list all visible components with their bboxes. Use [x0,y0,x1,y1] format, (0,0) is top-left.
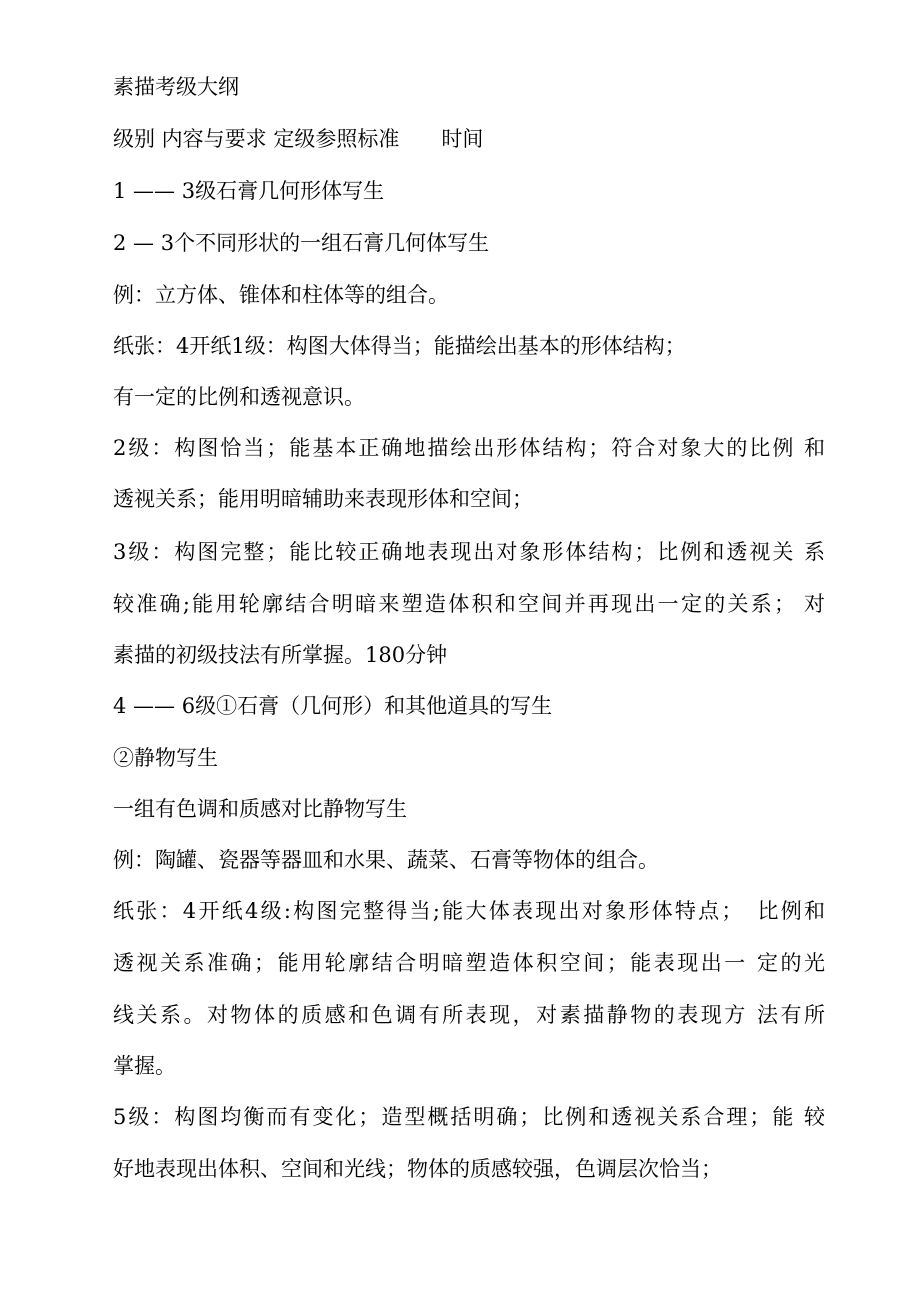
text-line: 2级：构图恰当；能基本正确地描绘出形体结构；符合对象大的比例 和 [113,436,825,460]
text-line: 较准确;能用轮廓结合明暗来塑造体积和空间并再现出一定的关系； 对 [113,592,825,616]
text-line: 素描的初级技法有所掌握。180分钟 [113,643,448,667]
text-line: 线关系。对物体的质感和色调有所表现，对素描静物的表现方 法有所 [113,1003,825,1027]
text-line: 例：立方体、锥体和柱体等的组合。 [113,283,449,307]
text-line: 有一定的比例和透视意识。 [113,385,365,409]
text-line: 透视关系；能用明暗辅助来表现形体和空间； [113,487,533,511]
text-line: 一组有色调和质感对比静物写生 [113,797,407,821]
text-line: 透视关系准确；能用轮廓结合明暗塑造体积空间；能表现出一 定的光 [113,951,825,975]
document-title: 素描考级大纲 [113,75,239,99]
text-line: 级别 内容与要求 定级参照标准 时间 [113,127,484,151]
text-line: 好地表现出体积、空间和光线；物体的质感较强，色调层次恰当； [113,1157,722,1181]
text-line: 1 —— 3级石膏几何形体写生 [113,179,385,203]
text-line: 3级：构图完整；能比较正确地表现出对象形体结构；比例和透视关 系 [113,540,825,564]
text-line: 5级：构图均衡而有变化；造型概括明确；比例和透视关系合理；能 较 [113,1105,825,1129]
text-line: 纸张：4开纸1级：构图大体得当；能描绘出基本的形体结构； [113,334,686,358]
text-line: 4 —— 6级①石膏（几何形）和其他道具的写生 [113,694,553,718]
text-line: 例：陶罐、瓷器等器皿和水果、蔬菜、石膏等物体的组合。 [113,848,659,872]
text-line: 纸张：4开纸4级:构图完整得当;能大体表现出对象形体特点； 比例和 [113,899,825,923]
text-line: ②静物写生 [113,746,218,770]
text-line: 掌握。 [113,1054,176,1078]
text-line: 2 — 3个不同形状的一组石膏几何体写生 [113,231,490,255]
